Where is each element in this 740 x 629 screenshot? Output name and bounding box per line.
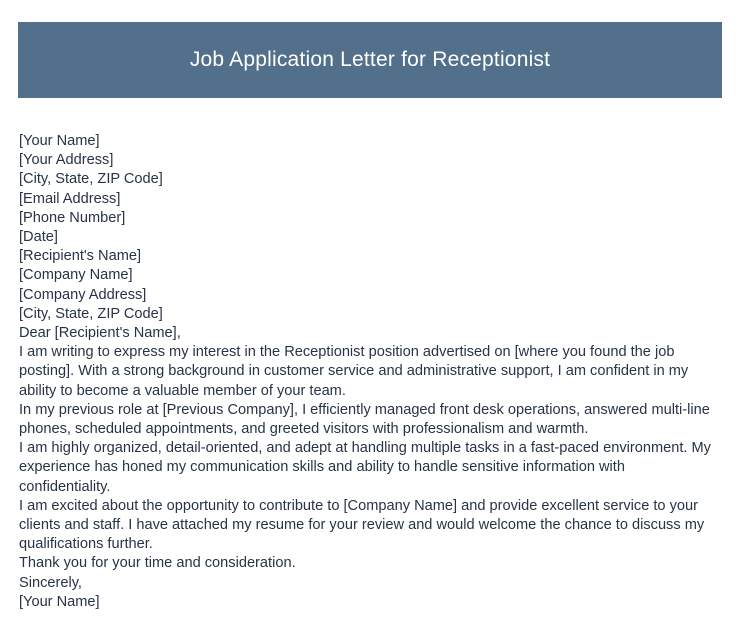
letter-closing: Sincerely, — [19, 574, 82, 591]
letter-line: [Date] — [19, 229, 58, 246]
letter-paragraph: I am excited about the opportunity to contribute to [Company Name] and provide excellent service to your clients and staff. I have attached my resume for your review and would welcome the chance to discuss my qualifications further. — [19, 497, 709, 553]
letter-paragraph: I am writing to express my interest in the Receptionist position advertised on [where you found the job posting]. With a strong background in customer service and administrative support, I am confident in my ability to become a valuable member of your team. — [19, 344, 693, 399]
letter-paragraph: Thank you for your time and consideration. — [19, 555, 296, 572]
letter-line: [Email Address] — [19, 190, 121, 207]
letter-signature: [Your Name] — [19, 593, 100, 610]
letter-line: [City, State, ZIP Code] — [19, 171, 163, 188]
letter-line: [Company Name] — [19, 267, 133, 284]
letter-line: [Your Name] — [19, 133, 100, 149]
document-header-band — [18, 22, 722, 98]
letter-line: [Company Address] — [19, 286, 147, 303]
letter-paragraph: I am highly organized, detail-oriented, and adept at handling multiple tasks in a fast-paced environment. My experience has honed my communication skills and ability to handle sensitive information with confidentiality. — [19, 440, 716, 495]
letter-line: [City, State, ZIP Code] — [19, 305, 163, 322]
letter-paragraph: In my previous role at [Previous Company], I efficiently managed front desk operations, answered multi-line phones, scheduled appointments, and greeted visitors with professionalism and warmth. — [19, 401, 714, 438]
letter-line: [Phone Number] — [19, 209, 126, 226]
letter-line: [Recipient's Name] — [19, 248, 142, 265]
letter-line: [Your Address] — [19, 152, 114, 169]
letter-body — [19, 132, 719, 612]
page-title: Job Application Letter for Receptionist — [189, 48, 551, 71]
letter-salutation: Dear [Recipient's Name], — [19, 325, 181, 342]
